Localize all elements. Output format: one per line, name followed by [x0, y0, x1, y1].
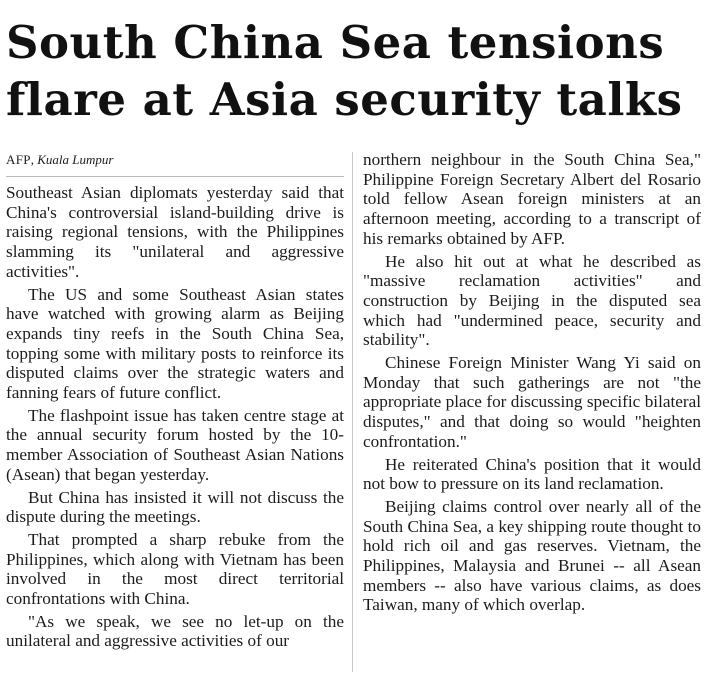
left-column [6, 150, 344, 654]
byline-separator: , [30, 152, 38, 167]
paragraph: He reiterated China's position that it would not bow to pressure on its land reclamation. [363, 454, 701, 494]
paragraph: northern neighbour in the South China Sea," Philippine Foreign Secretary Albert del Rosario told fellow Asean foreign ministers at an afternoon meeting, according to a transcript of his remarks obtained by AFP. [363, 150, 701, 248]
headline-line-2: flare at Asia security talks [6, 73, 683, 126]
article-headline [6, 14, 718, 128]
column-divider [352, 152, 353, 672]
byline-location: Kuala Lumpur [37, 152, 114, 167]
right-column [363, 150, 701, 618]
paragraph: Southeast Asian diplomats yesterday said that China's controversial island-building drive is raising regional tensions, with the Philippines slamming its "unilateral and aggressive activities". [6, 183, 344, 281]
paragraph: But China has insisted it will not discuss the dispute during the meetings. [6, 487, 344, 527]
paragraph: Beijing claims control over nearly all of the South China Sea, a key shipping route thought to hold rich oil and gas reserves. Vietnam, the Philippines, Malaysia and Brunei -- all Asean members -- also have various claims, as does Taiwan, many of which overlap. [363, 496, 701, 615]
byline [6, 150, 344, 177]
byline-agency: AFP [6, 152, 31, 167]
headline-line-1: South China Sea tensions [6, 16, 665, 69]
paragraph: Chinese Foreign Minister Wang Yi said on Monday that such gatherings are not "the appropriate place for discussing specific bilateral disputes," and that doing so would "heighten confrontation." [363, 353, 701, 451]
paragraph: That prompted a sharp rebuke from the Philippines, which along with Vietnam has been involved in the most direct territorial confrontations with China. [6, 529, 344, 609]
paragraph: The US and some Southeast Asian states have watched with growing alarm as Beijing expands tiny reefs in the South China Sea, topping some with military posts to reinforce its disputed claims over the strategic waters and fanning fears of future conflict. [6, 284, 344, 403]
paragraph: The flashpoint issue has taken centre stage at the annual security forum hosted by the 10-member Association of Southeast Asian Nations (Asean) that began yesterday. [6, 405, 344, 484]
paragraph: "As we speak, we see no let-up on the unilateral and aggressive activities of our [6, 611, 344, 651]
paragraph: He also hit out at what he described as "massive reclamation activities" and construction by Beijing in the disputed sea which had "undermined peace, security and stability". [363, 251, 701, 350]
